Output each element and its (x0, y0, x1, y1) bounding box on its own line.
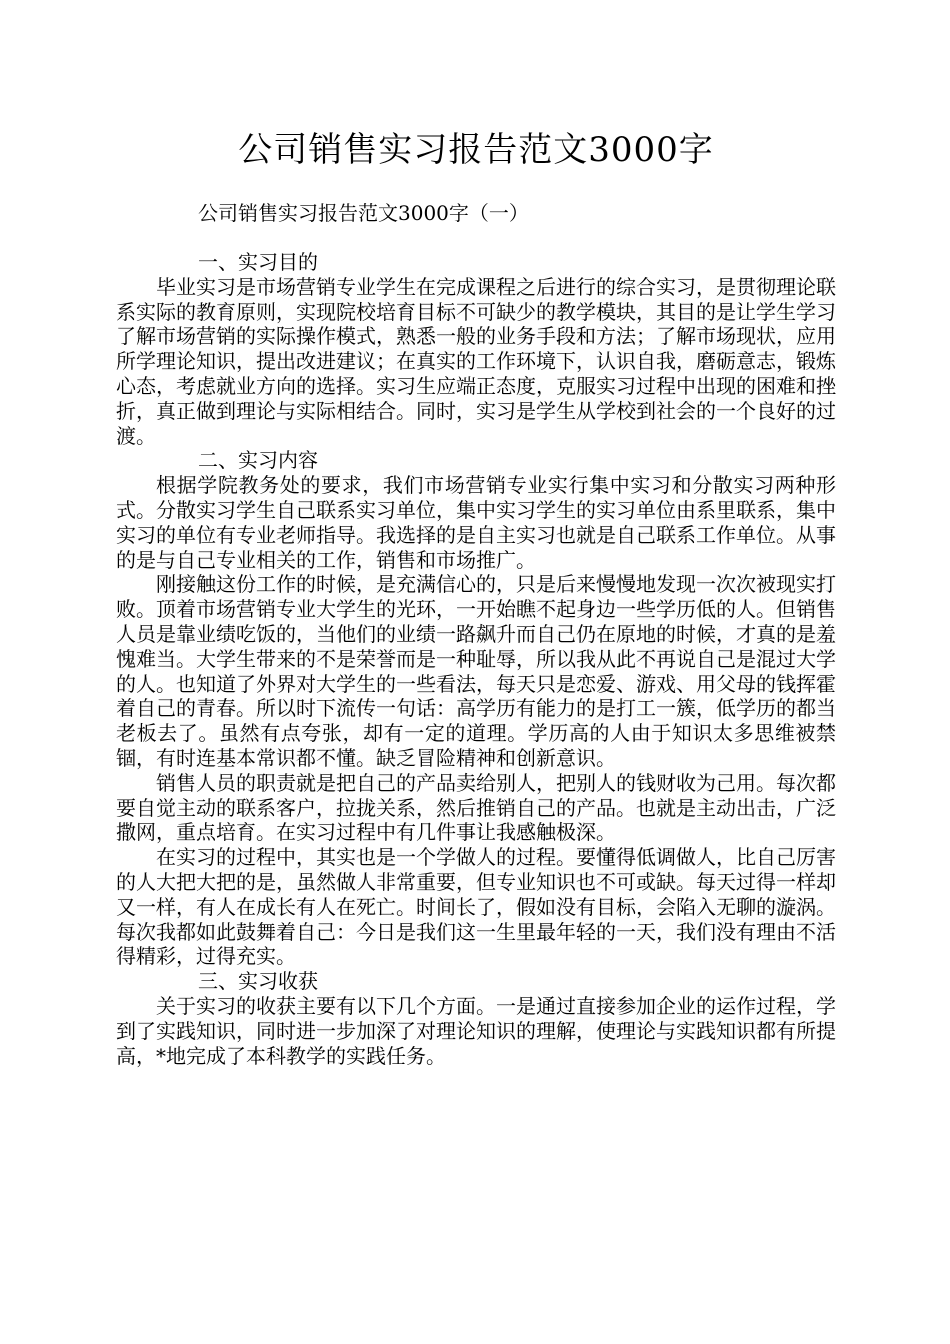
paragraph: 毕业实习是市场营销专业学生在完成课程之后进行的综合实习，是贯彻理论联系实际的教育原则，实现院校培育目标不可缺少的教学模块，其目的是让学生学习了解市场营销的实际操作模式，熟悉一般的业务手段和方法；了解市场现状，应用所学理论知识，提出改进建议；在真实的工作环境下，认识自我，磨砺意志，锻炼心态，考虑就业方向的选择。实习生应端正态度，克服实习过程中出现的困难和挫折，真正做到理论与实际相结合。同时，实习是学生从学校到社会的一个良好的过渡。 (116, 274, 836, 448)
section-heading-purpose: 一、实习目的 (198, 250, 318, 274)
paragraph: 销售人员的职责就是把自己的产品卖给别人，把别人的钱财收为己用。每次都要自觉主动的联系客户，拉拢关系，然后推销自己的产品。也就是主动出击，广泛撒网，重点培育。在实习过程中有几件事让我感触极深。 (116, 770, 836, 845)
document-subtitle: 公司销售实习报告范文3000字（一） (198, 201, 529, 225)
paragraph: 在实习的过程中，其实也是一个学做人的过程。要懂得低调做人，比自己厉害的人大把大把的是，虽然做人非常重要，但专业知识也不可或缺。每天过得一样却又一样，有人在成长有人在死亡。时间长了，假如没有目标，会陷入无聊的漩涡。每次我都如此鼓舞着自己：今日是我们这一生里最年轻的一天，我们没有理由不活得精彩，过得充实。 (116, 845, 836, 969)
section-heading-content: 二、实习内容 (198, 448, 318, 473)
document-body (116, 250, 836, 1068)
section-heading-gains: 三、实习收获 (198, 969, 318, 994)
paragraph: 关于实习的收获主要有以下几个方面。一是通过直接参加企业的运作过程，学到了实践知识，同时进一步加深了对理论知识的理解，使理论与实践知识都有所提高，*地完成了本科教学的实践任务。 (116, 993, 836, 1068)
paragraph: 根据学院教务处的要求，我们市场营销专业实行集中实习和分散实习两种形式。分散实习学生自己联系实习单位，集中实习学生的实习单位由系里联系，集中实习的单位有专业老师指导。我选择的是自主实习也就是自己联系工作单位。从事的是与自己专业相关的工作，销售和市场推广。 (116, 473, 836, 572)
document-title: 公司销售实习报告范文3000字 (238, 130, 714, 170)
paragraph: 刚接触这份工作的时候，是充满信心的，只是后来慢慢地发现一次次被现实打败。顶着市场营销专业大学生的光环，一开始瞧不起身边一些学历低的人。但销售人员是靠业绩吃饭的，当他们的业绩一路飙升而自己仍在原地的时候，才真的是羞愧难当。大学生带来的不是荣誉而是一种耻辱，所以我从此不再说自己是混过大学的人。也知道了外界对大学生的一些看法，每天只是恋爱、游戏、用父母的钱挥霍着自己的青春。所以时下流传一句话：高学历有能力的是打工一簇，低学历的都当老板去了。虽然有点夸张，却有一定的道理。学历高的人由于知识太多思维被禁锢，有时连基本常识都不懂。缺乏冒险精神和创新意识。 (116, 572, 836, 770)
